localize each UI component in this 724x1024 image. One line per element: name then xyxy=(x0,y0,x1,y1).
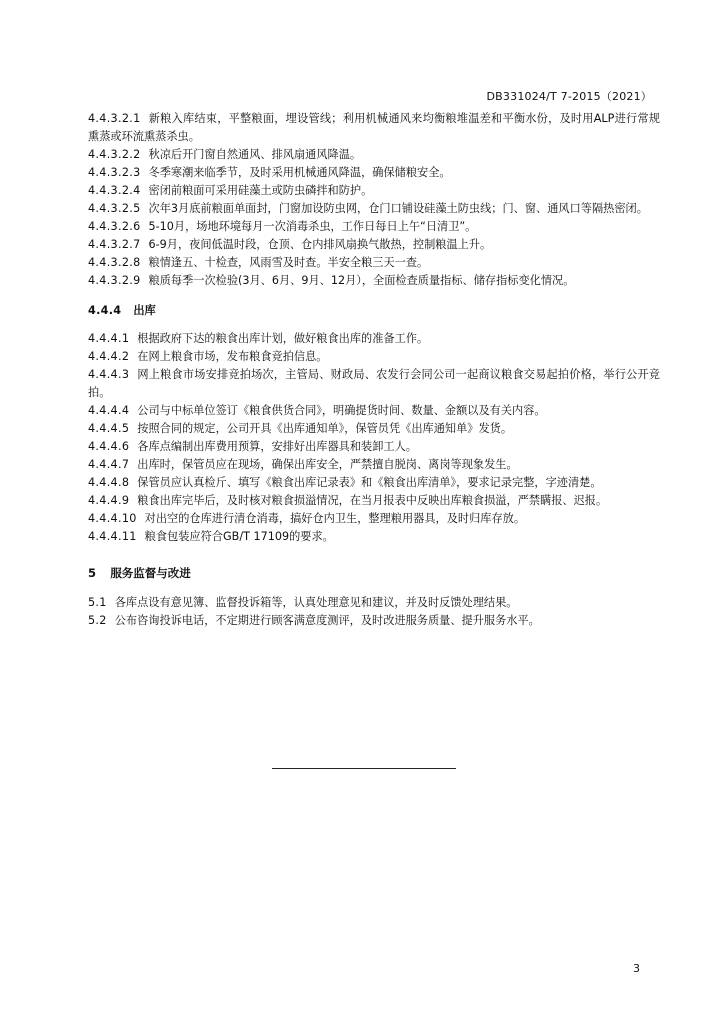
clause-number: 4.4.4.7 xyxy=(88,458,130,471)
clause-4-4-3-2-3 xyxy=(88,164,660,182)
section-title: 出库 xyxy=(133,304,156,317)
clause-4-4-4-1 xyxy=(88,330,660,348)
document-code: DB331024/T 7-2015（2021） xyxy=(486,90,652,103)
clause-number: 4.4.4.5 xyxy=(88,422,130,435)
clause-4-4-4-9 xyxy=(88,492,660,510)
clause-number: 4.4.4.1 xyxy=(88,332,130,345)
clause-number: 4.4.3.2.7 xyxy=(88,238,141,251)
clause-number: 5.2 xyxy=(88,614,107,627)
clause-text: 冬季寒潮来临季节，及时采用机械通风降温，确保储粮安全。 xyxy=(148,166,451,179)
end-of-document-rule xyxy=(272,768,456,769)
clause-number: 4.4.3.2.9 xyxy=(88,274,141,287)
clause-text: 次年3月底前粮面单面封，门窗加设防虫网，仓门口铺设硅藻土防虫线；门、窗、通风口等隔热密闭。 xyxy=(148,202,648,215)
clause-number: 4.4.4.2 xyxy=(88,350,130,363)
clause-4-4-4-3 xyxy=(88,366,660,402)
clause-text: 公司与中标单位签订《粮食供货合同》，明确提货时间、数量、金额以及有关内容。 xyxy=(137,404,546,417)
clause-4-4-3-2-4 xyxy=(88,182,660,200)
clause-4-4-3-2-7 xyxy=(88,236,660,254)
clause-number: 4.4.3.2.4 xyxy=(88,184,141,197)
clause-5-1 xyxy=(88,594,660,612)
section-number: 5 xyxy=(88,566,97,580)
section-heading-4-4-4 xyxy=(88,302,660,320)
clause-4-4-4-11 xyxy=(88,528,660,546)
clause-text: 在网上粮食市场，发布粮食竞拍信息。 xyxy=(137,350,328,363)
clause-4-4-3-2-8 xyxy=(88,254,660,272)
clause-number: 5.1 xyxy=(88,596,107,609)
clause-number: 4.4.3.2.2 xyxy=(88,148,141,161)
clause-4-4-3-2-5 xyxy=(88,200,660,218)
clause-4-4-4-8 xyxy=(88,474,660,492)
clause-text: 粮食出库完毕后，及时核对粮食损溢情况，在当月报表中反映出库粮食损溢，严禁瞒报、迟报。 xyxy=(137,494,608,507)
clause-text: 粮质每季一次检验(3月、6月、9月、12月），全面检查质量指标、储存指标变化情况。 xyxy=(148,274,575,287)
clause-number: 4.4.3.2.5 xyxy=(88,202,141,215)
clause-text: 根据政府下达的粮食出库计划，做好粮食出库的准备工作。 xyxy=(137,332,429,345)
clause-text: 网上粮食市场安排竞拍场次，主管局、财政局、农发行会同公司一起商议粮食交易起拍价格，举行公开竞拍。 xyxy=(88,368,660,399)
clause-4-4-4-7 xyxy=(88,456,660,474)
clause-text: 秋凉后开门窗自然通风、排风扇通风降温。 xyxy=(148,148,362,161)
clause-number: 4.4.4.10 xyxy=(88,512,137,525)
clause-text: 保管员应认真检斤、填写《粮食出库记录表》和《粮食出库清单》，要求记录完整，字迹清楚。 xyxy=(137,476,602,489)
page-number: 3 xyxy=(633,962,640,975)
clause-number: 4.4.4.3 xyxy=(88,368,130,381)
section-title: 服务监督与改进 xyxy=(110,566,191,580)
clause-text: 各库点设有意见簿、监督投诉箱等，认真处理意见和建议，并及时反馈处理结果。 xyxy=(114,596,518,609)
clause-number: 4.4.3.2.3 xyxy=(88,166,141,179)
clause-text: 粮情逢五、十检查，风雨雪及时查。半安全粮三天一查。 xyxy=(148,256,429,269)
clause-4-4-4-5 xyxy=(88,420,660,438)
clause-number: 4.4.3.2.8 xyxy=(88,256,141,269)
clause-text: 对出空的仓库进行清仓消毒，搞好仓内卫生，整理粮用器具，及时归库存放。 xyxy=(144,512,526,525)
clause-4-4-3-2-2 xyxy=(88,146,660,164)
clause-4-4-4-4 xyxy=(88,402,660,420)
document-body xyxy=(88,110,660,630)
clause-text: 各库点编制出库费用预算，安排好出库器具和装卸工人。 xyxy=(137,440,417,453)
clause-text: 公布咨询投诉电话，不定期进行顾客满意度测评，及时改进服务质量、提升服务水平。 xyxy=(114,614,540,627)
clause-text: 密闭前粮面可采用硅藻土或防虫磷拌和防护。 xyxy=(148,184,373,197)
clause-4-4-3-2-1 xyxy=(88,110,660,146)
clause-text: 6-9月，夜间低温时段，仓顶、仓内排风扇换气散热，控制粮温上升。 xyxy=(148,238,492,251)
clause-5-2 xyxy=(88,612,660,630)
clause-number: 4.4.4.8 xyxy=(88,476,130,489)
clause-text: 出库时，保管员应在现场，确保出库安全，严禁擅自脱岗、离岗等现象发生。 xyxy=(137,458,518,471)
clause-number: 4.4.4.11 xyxy=(88,530,137,543)
clause-number: 4.4.4.4 xyxy=(88,404,130,417)
clause-number: 4.4.3.2.1 xyxy=(88,112,141,125)
clause-text: 5-10月，场地环境每月一次消毒杀虫，工作日每日上午“日清卫”。 xyxy=(148,220,477,233)
clause-text: 粮食包装应符合GB/T 17109的要求。 xyxy=(144,530,334,543)
clause-4-4-3-2-6 xyxy=(88,218,660,236)
clause-4-4-4-6 xyxy=(88,438,660,456)
clause-number: 4.4.3.2.6 xyxy=(88,220,141,233)
clause-4-4-3-2-9 xyxy=(88,272,660,290)
clause-4-4-4-2 xyxy=(88,348,660,366)
section-number: 4.4.4 xyxy=(88,304,122,317)
clause-text: 新粮入库结束，平整粮面，埋设管线；利用机械通风来均衡粮堆温差和平衡水份，及时用ALP进行常规熏蒸或环流熏蒸杀虫。 xyxy=(88,112,660,143)
clause-4-4-4-10 xyxy=(88,510,660,528)
clause-number: 4.4.4.6 xyxy=(88,440,130,453)
section-heading-5 xyxy=(88,564,660,582)
clause-number: 4.4.4.9 xyxy=(88,494,130,507)
clause-text: 按照合同的规定，公司开具《出库通知单》，保管员凭《出库通知单》发货。 xyxy=(137,422,513,435)
